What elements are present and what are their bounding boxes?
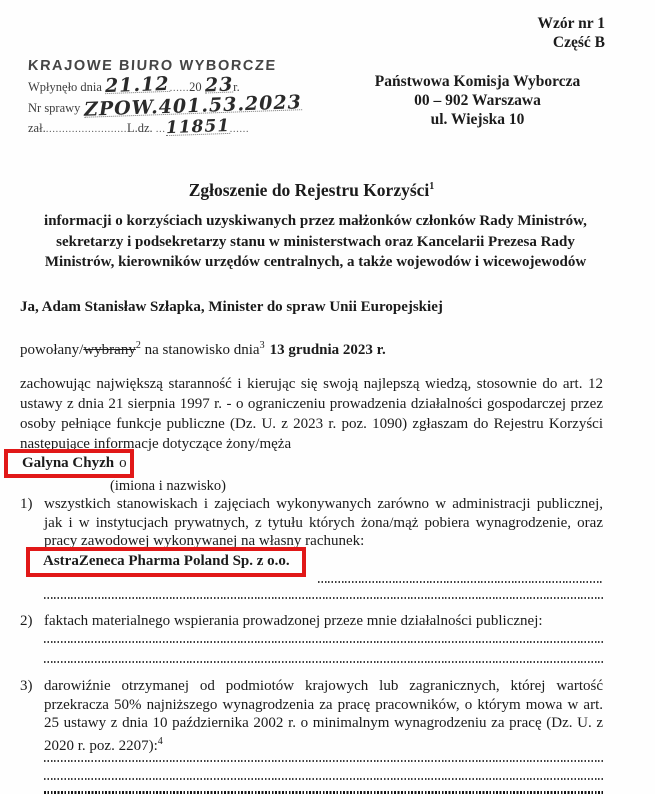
list-item-2-text: faktach materialnego wspierania prowadzonej przeze mnie działalności publicznej:	[44, 613, 543, 629]
stamp-case-number-handwritten: ZPOW.401.53.2023	[83, 91, 302, 121]
stamp-case-row	[28, 91, 348, 121]
list-item-3-footnote-mark: 4	[157, 735, 163, 747]
elected-word-struck: wybrany	[83, 342, 136, 358]
answer-ruling-line	[44, 597, 603, 599]
stamp-received-date-handwritten: 21.12	[104, 72, 170, 98]
stamp-received-leader-dots: ......	[169, 82, 190, 94]
list-item-3-body: darowiźnie otrzymanej od podmiotów krajowych lub zagranicznych, której wartość przekracza 50% najniższego wynagrodzenia za pracę pracowników, o którym mowa w art. 25 ustawy z dnia 10 października 2002 r. o minimalnym wynagrodzeniu za pracę (Dz. U. z 2020 r. poz. 2207):	[44, 678, 603, 754]
list-item-1-text: wszystkich stanowiskach i zajęciach wykonywanych zarówno w administracji publicznej, jak i w instytucjach prywatnych, z tytułu których żona/mąż pobiera wynagrodzenie, oraz pracy zawodowej wykonywanej na własny rachunek:	[44, 496, 603, 549]
list-item-1	[20, 495, 603, 551]
appointment-line	[20, 340, 386, 359]
form-subtitle: informacji o korzyściach uzyskiwanych przez małżonków członków Rady Ministrów, sekretarzy i podsekretarzy stanu w ministerstwach oraz Kancelarii Prezesa Rady Ministrów, kierowników urzędów centralnych, a także wojewodów i wicewojewodów	[44, 213, 587, 270]
answer-ruling-line	[44, 778, 603, 780]
list-item-3-text	[44, 677, 603, 755]
stamp-received-year-handwritten: 23	[204, 73, 234, 97]
list-item-3-number: 3)	[20, 678, 33, 694]
appointed-word: powołany	[20, 342, 80, 358]
stamp-office-name: KRAJOWE BIURO WYBORCZE	[27, 58, 278, 74]
stamp-ldz-post-dots: ......	[229, 123, 250, 135]
spouse-name-caption: (imiona i nazwisko)	[110, 478, 226, 494]
statement-paragraph: zachowując największą staranność i kierując się swoją najlepszą wiedzą, stosownie do art. 12 ustawy z dnia 21 sierpnia 1997 r. - o ograniczeniu prowadzenia działalności gospodarczej przez osoby pełniące funkcje publiczne (Dz. U. z 2023 r. poz. 1090) zgłaszam do Rejestru Korzyści następujące informacje dotyczące żony/męża	[20, 376, 603, 452]
appointment-middle-text: na stanowisko dnia	[140, 342, 260, 358]
spouse-name: Galyna Chyzh	[22, 455, 115, 471]
stamp-ldz-number-handwritten: 11851	[165, 115, 230, 139]
stamp-attachments-label: zał.	[28, 121, 46, 135]
list-item-2	[20, 612, 603, 631]
stamp-case-label: Nr sprawy	[28, 101, 81, 115]
answer-ruling-line	[44, 760, 603, 762]
stamp-received-label: Wpłynęło dnia	[28, 80, 102, 94]
list-item-3	[20, 677, 603, 755]
answer-ruling-line	[318, 581, 603, 583]
form-title	[20, 180, 603, 201]
slash-separator: /	[79, 342, 84, 358]
appointment-footnote-3: 3	[259, 340, 265, 351]
highlight-box-employer	[26, 547, 306, 577]
spouse-name-suffix: o	[119, 455, 127, 471]
recipient-name: Państwowa Komisja Wyborcza	[374, 73, 581, 90]
stamp-ldz-pre-dots: ...	[155, 123, 166, 135]
recipient-postal-code: 00 – 902 Warszawa	[414, 92, 541, 109]
intake-stamp	[27, 58, 348, 139]
employer-name: AstraZeneca Pharma Poland Sp. z o.o.	[43, 553, 290, 569]
form-part-label: Część B	[552, 34, 605, 51]
answer-ruling-line	[44, 641, 603, 643]
stamp-attachments-row	[28, 115, 348, 139]
appointment-footnote-2: 2	[135, 340, 141, 351]
highlight-box-spouse-name	[4, 449, 134, 478]
form-title-footnote-mark: 1	[429, 181, 435, 193]
form-corner-labels	[538, 14, 605, 52]
stamp-attachments-leader-dots: .........................	[45, 123, 127, 135]
stamp-year-prefix: 20	[189, 80, 202, 94]
stamp-received-suffix: r.	[233, 80, 240, 94]
list-item-1-number: 1)	[20, 496, 33, 512]
answer-ruling-line	[44, 661, 603, 663]
declarant-line: Ja, Adam Stanisław Szłapka, Minister do spraw Unii Europejskiej	[20, 299, 443, 315]
list-item-2-number: 2)	[20, 613, 33, 629]
form-title-text: Zgłoszenie do Rejestru Korzyści	[188, 180, 430, 200]
stamp-ldz-label: L.dz.	[126, 121, 153, 135]
form-model-label: Wzór nr 1	[537, 15, 605, 32]
recipient-address-block	[355, 72, 600, 129]
recipient-street: ul. Wiejska 10	[430, 111, 525, 128]
appointment-date: 13 grudnia 2023 r.	[269, 342, 386, 358]
